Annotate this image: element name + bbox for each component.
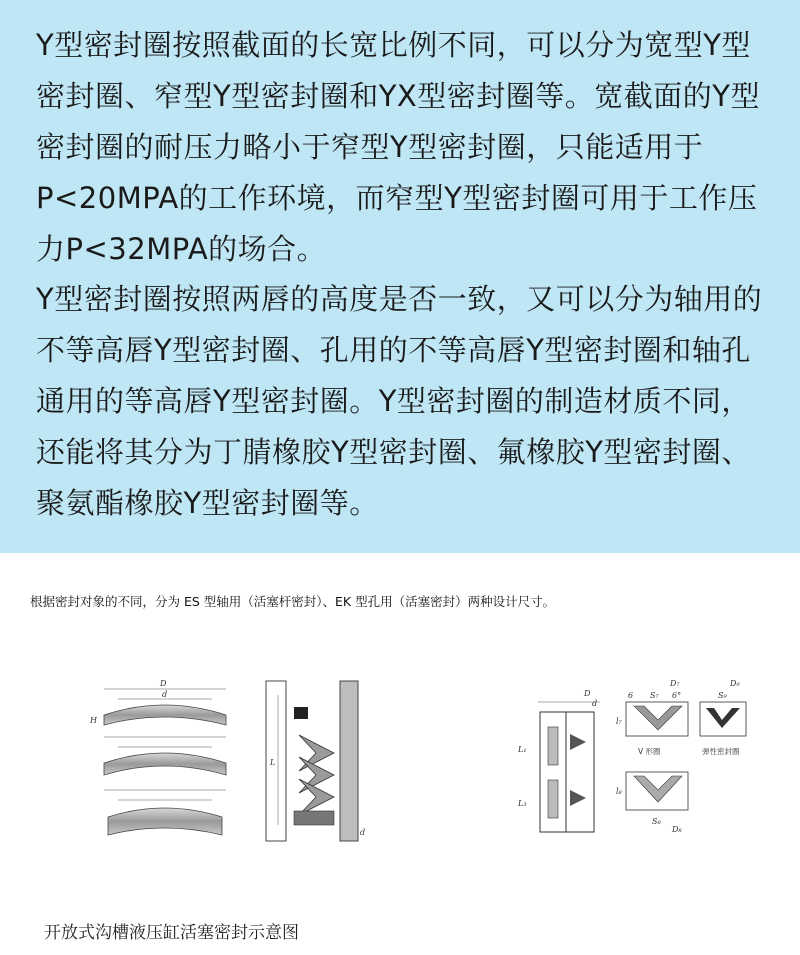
label-d: d [592, 699, 598, 708]
label-L: L [270, 758, 276, 767]
seal-groove-detail [616, 772, 688, 834]
label-D: D [584, 689, 591, 698]
label-l7: l₇ [616, 717, 622, 726]
label-L1: L₁ [518, 745, 527, 754]
v-ring-detail [616, 679, 688, 756]
intro-paragraph-2: Y型密封圈按照两唇的高度是否一致，又可以分为轴用的不等高唇Y型密封圈、孔用的不等高唇Y型密封圈和轴孔通用的等高唇Y型密封圈。Y型密封圈的制造材质不同，还能将其分为丁腈橡胶Y型密封圈、氟橡胶Y型密封圈、聚氨酯橡胶Y型密封圈等。 [36, 282, 763, 520]
label-l8: l₈ [616, 787, 622, 796]
piston-seal-drawing [508, 672, 748, 842]
label-S7: S₇ [650, 691, 659, 700]
label-S8: S₈ [652, 817, 661, 826]
label-six: 6 [628, 691, 634, 700]
intro-paragraph-1: Y型密封圈按照截面的长宽比例不同，可以分为宽型Y型密封圈、窄型Y型密封圈和YX型密封圈等。宽截面的Y型密封圈的耐压力略小于窄型Y型密封圈，只能适用于P<20MPA的工作环境，而窄型Y型密封圈可用于工作压力P<32MPA的场合。 [36, 28, 761, 266]
label-angle: 6° [672, 691, 682, 700]
label-D8: D₈ [672, 825, 682, 834]
label-L3: L₃ [518, 799, 527, 808]
figure-caption: 开放式沟槽液压缸活塞密封示意图 [44, 923, 299, 943]
seal-ring-3 [104, 790, 226, 835]
design-note: 根据密封对象的不同，分为 ES 型轴用（活塞杆密封）、EK 型孔用（活塞密封）两种设计尺寸。 [30, 594, 556, 609]
label-S9: S₉ [718, 691, 727, 700]
seal-ring-drawing [84, 675, 374, 850]
elastic-ring-detail [700, 679, 746, 756]
label-d: d [162, 690, 168, 699]
label-H: H [90, 716, 97, 725]
label-d-small: d [360, 828, 366, 837]
seal-ring-1 [89, 679, 226, 725]
seal-ring-figure [84, 675, 374, 850]
seal-cross-section [266, 681, 365, 841]
label-D7: D₇ [670, 679, 680, 688]
seal-ring-2 [104, 737, 226, 775]
label-D9: D₉ [730, 679, 740, 688]
label-elastic-ring: 弹性密封圈 [702, 747, 740, 756]
label-D: D [160, 679, 167, 688]
piston-assembly [517, 689, 600, 832]
label-v-ring: V 形圈 [638, 747, 661, 756]
piston-seal-figure [508, 672, 748, 842]
